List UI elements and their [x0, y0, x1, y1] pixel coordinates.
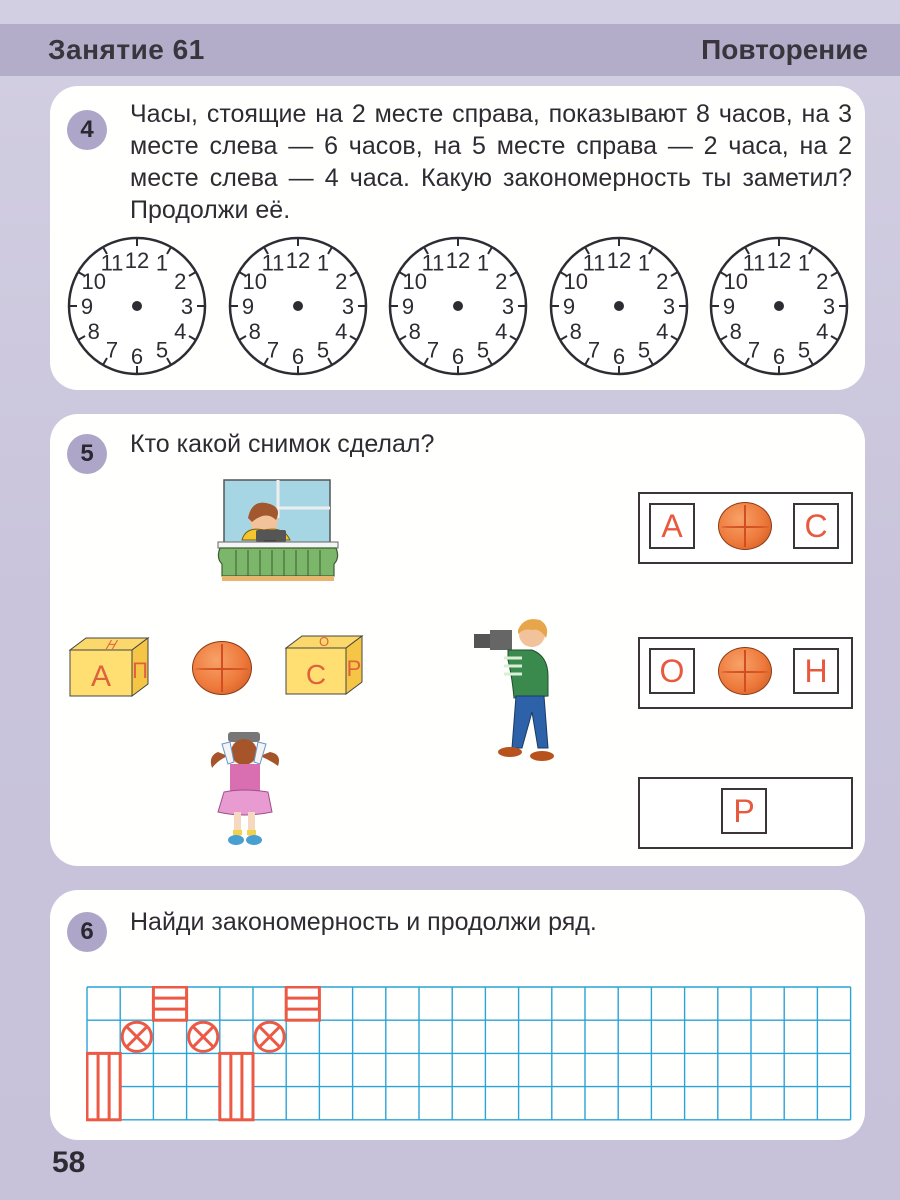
task-4-text: Часы, стоящие на 2 месте справа, показывают 8 часов, на 3 месте слева — 6 часов, на 5 месте справа — 2 часа, на 2 месте слева — 4 часа. Какую закономерность ты заметил? Продолжи её. [130, 100, 852, 224]
task-6-text: Найди закономерность и продолжи ряд. [130, 908, 597, 936]
svg-text:3: 3 [341, 294, 355, 319]
svg-text:4: 4 [335, 319, 348, 344]
section-title: Повторение [701, 34, 868, 65]
svg-text:П: П [132, 658, 148, 683]
svg-text:5: 5 [476, 337, 490, 363]
svg-text:7: 7 [105, 337, 119, 363]
svg-text:3: 3 [180, 294, 194, 319]
vertical-striped-rect-shape [87, 1053, 120, 1119]
svg-text:1: 1 [797, 250, 811, 276]
clock-face[interactable] [228, 236, 368, 376]
ball-photo [718, 647, 772, 695]
ball-photo [718, 502, 772, 550]
svg-text:9: 9 [722, 294, 736, 319]
svg-text:11: 11 [261, 250, 285, 276]
ball-scene [192, 641, 252, 695]
svg-text:2: 2 [816, 269, 829, 294]
photo-letter-box: А [649, 503, 695, 549]
svg-text:12: 12 [445, 248, 471, 273]
svg-text:1: 1 [637, 250, 651, 276]
svg-text:9: 9 [401, 294, 415, 319]
svg-text:4: 4 [495, 319, 508, 344]
svg-text:9: 9 [562, 294, 576, 319]
svg-text:12: 12 [766, 248, 792, 273]
svg-text:8: 8 [408, 319, 421, 344]
svg-text:5: 5 [797, 337, 811, 363]
vertical-striped-rect-shape [220, 1053, 253, 1119]
svg-text:12: 12 [285, 248, 311, 273]
boy-on-balcony-illustration [216, 478, 340, 584]
svg-text:8: 8 [729, 319, 742, 344]
svg-text:6: 6 [451, 344, 465, 369]
svg-text:3: 3 [662, 294, 676, 319]
crossed-circle-shape [255, 1022, 284, 1051]
cube-left-front-letter: А [90, 660, 112, 693]
crossed-circle-shape [122, 1022, 151, 1051]
svg-text:О: О [318, 634, 330, 649]
letter-cube-left [68, 634, 150, 698]
horizontal-striped-square-shape [286, 987, 319, 1020]
svg-text:4: 4 [174, 319, 187, 344]
photo-letter-box: Р [721, 788, 767, 834]
horizontal-striped-square-shape [153, 987, 186, 1020]
svg-text:8: 8 [87, 319, 100, 344]
svg-text:7: 7 [426, 337, 440, 363]
svg-text:3: 3 [501, 294, 515, 319]
svg-text:5: 5 [316, 337, 330, 363]
svg-text:2: 2 [656, 269, 669, 294]
svg-text:1: 1 [316, 250, 330, 276]
svg-text:9: 9 [80, 294, 94, 319]
girl-with-camera-illustration [206, 730, 284, 848]
clock-face[interactable] [709, 236, 849, 376]
svg-text:7: 7 [747, 337, 761, 363]
clock-face[interactable] [67, 236, 207, 376]
svg-text:5: 5 [637, 337, 651, 363]
svg-text:2: 2 [174, 269, 187, 294]
svg-text:11: 11 [742, 250, 766, 276]
svg-text:Н: Н [103, 636, 121, 652]
photo-letter-box: С [793, 503, 839, 549]
svg-text:7: 7 [266, 337, 280, 363]
svg-text:10: 10 [242, 269, 267, 294]
svg-text:5: 5 [155, 337, 169, 363]
svg-text:С: С [305, 659, 327, 690]
svg-text:6: 6 [772, 344, 786, 369]
svg-text:11: 11 [421, 250, 445, 276]
page-number: 58 [52, 1146, 86, 1179]
clock-face[interactable] [388, 236, 528, 376]
svg-text:8: 8 [569, 319, 582, 344]
task-5-number-badge: 5 [67, 434, 107, 474]
crossed-circle-shape [189, 1022, 218, 1051]
letter-cube-right [284, 632, 364, 696]
svg-text:6: 6 [612, 344, 626, 369]
svg-text:9: 9 [241, 294, 255, 319]
svg-text:11: 11 [582, 250, 606, 276]
lesson-title: Занятие 61 [48, 34, 205, 65]
svg-text:4: 4 [656, 319, 669, 344]
pattern-grid[interactable] [86, 986, 856, 1126]
svg-text:10: 10 [81, 269, 106, 294]
svg-text:Р: Р [346, 656, 362, 681]
svg-text:2: 2 [495, 269, 508, 294]
clock-face[interactable] [549, 236, 689, 376]
task-6-number-badge: 6 [67, 912, 107, 952]
svg-text:7: 7 [587, 337, 601, 363]
photo-letter-box: О [649, 648, 695, 694]
svg-text:6: 6 [130, 344, 144, 369]
photo-letter-box: Н [793, 648, 839, 694]
svg-text:11: 11 [100, 250, 124, 276]
svg-text:1: 1 [155, 250, 169, 276]
svg-text:10: 10 [402, 269, 427, 294]
svg-text:12: 12 [124, 248, 150, 273]
svg-text:8: 8 [248, 319, 261, 344]
task-5-text: Кто какой снимок сделал? [130, 430, 435, 458]
svg-text:10: 10 [563, 269, 588, 294]
svg-text:10: 10 [723, 269, 748, 294]
svg-text:3: 3 [822, 294, 836, 319]
task-4-number-badge: 4 [67, 110, 107, 150]
boy-with-camera-illustration [474, 616, 556, 766]
svg-text:12: 12 [606, 248, 632, 273]
svg-text:1: 1 [476, 250, 490, 276]
svg-text:2: 2 [335, 269, 348, 294]
svg-text:4: 4 [816, 319, 829, 344]
svg-text:6: 6 [291, 344, 305, 369]
